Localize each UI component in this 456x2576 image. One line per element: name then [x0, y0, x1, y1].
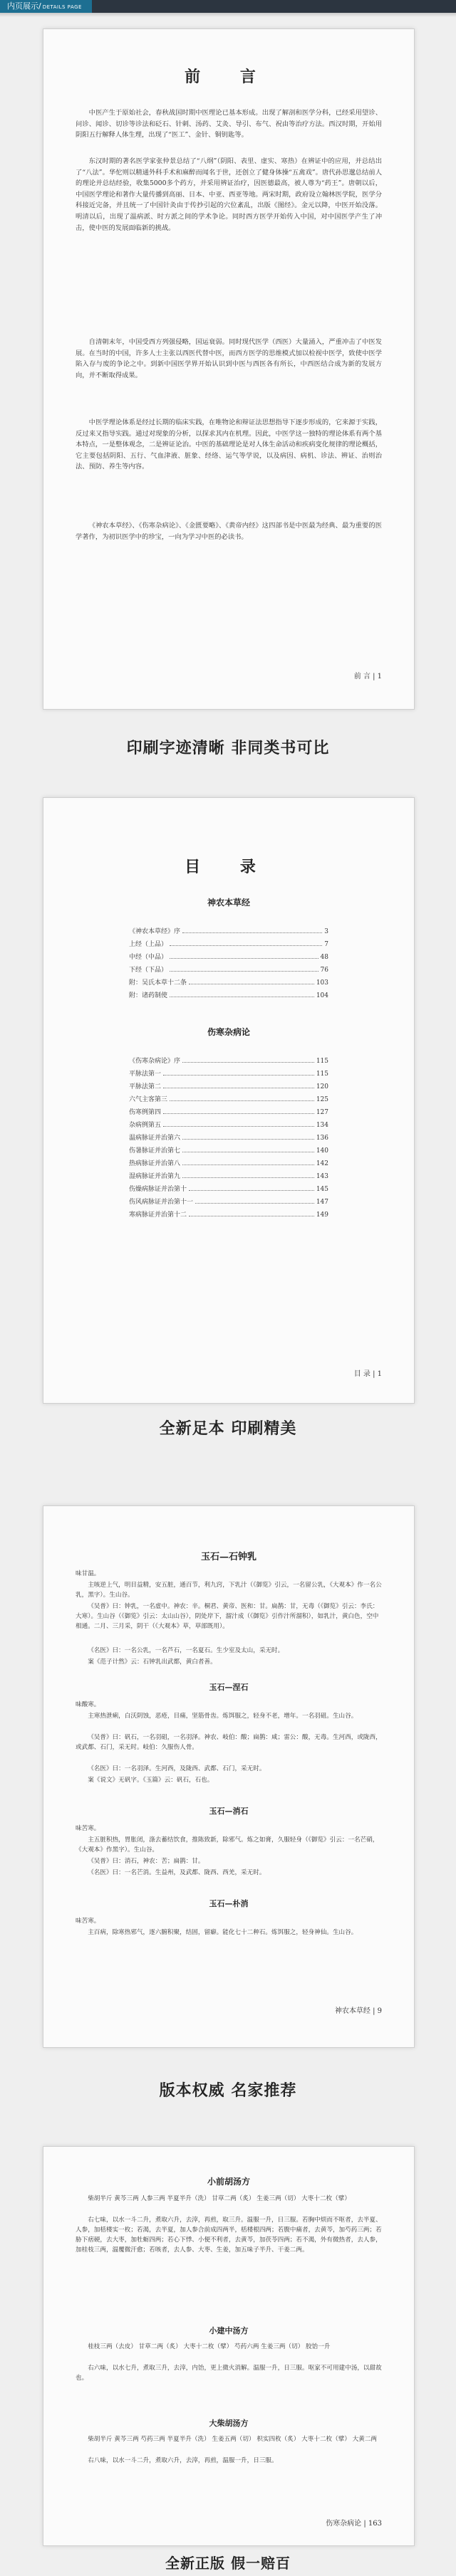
toc-section-heading: 伤寒杂病论: [207, 1027, 250, 1037]
toc-entry-page: 48: [320, 954, 328, 961]
entry-text: 主咳逆上气，明目益精，安五脏，通百节，利九窍，下乳汁（《御览》引云，一名留公乳，《大观本》作一名公乳，黑字）。生山谷。: [76, 1582, 382, 1599]
toc-leader: [163, 1068, 314, 1076]
bencao-folio: 神农本草经 | 9: [334, 2007, 382, 2015]
entry-text: 《吴普》曰：钟乳，一名虚中。神农：辛。桐君、黄帝、医和：甘。扁鹊：甘，无毒（《御览》引云：李氏：大寒）。生山谷（《御览》引云：太山山谷），阴处岸下，溜汁成（《御览》引作汁所溜积），如乳汁，黄白色，空中相通。二月、三月采，阴干（《大观本》草，草部既用）。: [76, 1603, 379, 1630]
entry-text: 桂枝三两（去皮） 甘草二两（炙） 大枣十二枚（擘） 芍药六两 生姜三两（切） 胶饴一升: [88, 2343, 331, 2350]
toc-entry-title: 上经（上品）: [129, 941, 168, 948]
toc-entry-page: 149: [316, 1211, 328, 1219]
toc-entry-title: 热病脉证并治第八: [129, 1160, 181, 1167]
entry-text: 右七味，以水一斗二升，煮取六升，去滓，再煎，取三升。温服一升，日三服。若胸中烦而不呕者，去半夏、人参，加栝楼实一枚；若渴，去半夏，加人参合前成四两半，栝楼根四两；若腹中痛者，去黄芩，加芍药三两；若胁下痞硬，去大枣，加牡蛎四两；若心下悸、小便不利者，去黄芩，加茯苓四两；若不渴，外有微热者，去人参，加桂枝三两，温覆微汗愈；若咳者，去人参、大枣、生姜，加五味子半升、干姜二两。: [76, 2217, 382, 2254]
toc-leader: [182, 926, 322, 933]
entry-text: 《名医》曰：一名羽泽。生河西，及陇西、武都、石门，采无时。: [88, 1765, 266, 1772]
entry-title: 小前胡汤方: [207, 2177, 250, 2187]
toc-entry-title: 平脉法第一: [129, 1071, 162, 1078]
toc-entry-page: 140: [316, 1147, 328, 1155]
header-label-sep: /: [38, 1, 41, 11]
toc-entry-title: 伤寒例第四: [129, 1109, 162, 1116]
toc-leader: [182, 1145, 314, 1152]
preface-paragraph: 中医产生于原始社会，春秋战国时期中医理论已基本形成。出现了解剖和医学分科，已经采用望诊、问诊、闻诊、切诊等诊法和砭石、针刺、汤药、艾灸、导引、布气、祝由等治疗方法。西汉时期，开始用阴阳五行解释人体生理，出现了“医工”、金针、铜钥匙等。: [76, 109, 382, 140]
toc-entry-title: 伤燥病脉证并治第十: [129, 1186, 187, 1193]
entry-text: 《名医》曰：一名公乳，一名芦石，一名夏石。生少室及太山，采无时。: [88, 1647, 284, 1654]
bencao-page-scan: [43, 1505, 415, 2048]
preface-paragraph: 《神农本草经》、《伤寒杂病论》、《金匮要略》、《黄帝内经》这四部书是中医最为经典、最为重要的医学著作，为初识医学中的珍宝，一向为学习中医的必读书。: [76, 522, 382, 541]
entry-text: 《吴普》曰：矾石，一名羽砠，一名羽泽。神农、岐伯：酸；扁鹊：咸；雷公：酸，无毒。生河西，或陇西，或武都、石门，采无时。岐伯：久服伤人骨。: [76, 1734, 382, 1751]
toc-entry-page: 3: [324, 928, 328, 935]
entry-text: 味苦寒。: [76, 1825, 100, 1832]
entry-subtitle: 小建中汤方: [209, 2326, 249, 2335]
toc-entry[interactable]: [129, 1068, 328, 1078]
toc-entry-title: 《神农本草经》序: [129, 928, 181, 935]
entry-text: 《名医》曰：一名芒消。生益州，及武都、陇西、西羌，采无时。: [88, 1869, 266, 1876]
entry-text: 主寒热泄痢，白沃阴蚀，恶疮，目痛，坚筋骨齿。炼饵服之，轻身不老，增年。一名羽砠。生山谷。: [88, 1713, 358, 1720]
toc-entry[interactable]: [129, 964, 328, 974]
preface-page-scan: [43, 28, 415, 710]
toc-entry[interactable]: [129, 926, 328, 936]
toc-entry[interactable]: [129, 1209, 328, 1219]
toc-entry-page: 76: [320, 967, 328, 974]
toc-entry[interactable]: [129, 1145, 328, 1155]
toc-entry-page: 142: [316, 1160, 328, 1167]
toc-section-heading: 神农本草经: [207, 898, 250, 908]
toc-entry[interactable]: [129, 1171, 328, 1181]
toc-leader: [163, 1081, 314, 1088]
toc-entry-title: 《伤寒杂病论》序: [129, 1058, 181, 1065]
entry-subtitle: 大柴胡汤方: [209, 2419, 249, 2428]
toc-entry[interactable]: [129, 1184, 328, 1194]
toc-entry[interactable]: [129, 1107, 328, 1117]
toc-entry-title: 杂病例第五: [129, 1122, 162, 1129]
toc-leader: [182, 1056, 314, 1063]
toc-entry-title: 伤风病脉证并治第十一: [129, 1199, 194, 1206]
toc-leader: [170, 939, 322, 946]
toc-entry-title: 附：诸药制使: [129, 992, 168, 999]
toc-entry-page: 7: [324, 941, 328, 948]
toc-entry[interactable]: [129, 1056, 328, 1066]
toc-entry-page: 127: [316, 1109, 328, 1116]
caption-authoritative-edition: 版本权威 名家推荐: [159, 2082, 297, 2100]
toc-entry-page: 136: [316, 1135, 328, 1142]
toc-entry-page: 104: [316, 992, 328, 999]
toc-leader: [189, 1184, 314, 1191]
header-label-cn: 内页展示: [7, 1, 38, 11]
toc-entry-page: 120: [316, 1083, 328, 1090]
toc-leader: [182, 1158, 314, 1165]
toc-entry-page: 115: [316, 1058, 328, 1065]
header-label: [0, 0, 92, 13]
toc-entry-page: 147: [316, 1199, 328, 1206]
entry-text: 《吴普》曰：消石，神农：苦；扁鹊：甘。: [88, 1858, 204, 1865]
toc-leader: [189, 977, 314, 984]
toc-page-scan: [43, 797, 415, 1404]
toc-entry-title: 下经（下品）: [129, 967, 168, 974]
toc-leader: [182, 1171, 314, 1178]
toc-leader: [163, 1120, 314, 1127]
entry-subtitle: 玉石—消石: [209, 1807, 249, 1816]
entry-text: 案《说文》无矾字。《玉篇》云：矾石，石也。: [88, 1777, 214, 1784]
header-label-en: DETAILS PAGE: [42, 4, 82, 10]
toc-entry[interactable]: [129, 1081, 328, 1091]
entry-text: 味甘温。: [76, 1570, 100, 1577]
shanghan-folio: 伤寒杂病论 | 163: [326, 2520, 382, 2528]
caption-genuine-guarantee: 全新正版 假一赔百: [165, 2555, 291, 2572]
toc-leader: [189, 1209, 314, 1216]
toc-entry[interactable]: [129, 1197, 328, 1206]
toc-entry[interactable]: [129, 939, 328, 949]
shanghan-page-scan: [43, 2146, 415, 2546]
entry-text: 案《范子计然》云：石钟乳出武都，黄白者善。: [88, 1658, 217, 1666]
toc-entry-title: 平脉法第二: [129, 1083, 162, 1090]
toc-entry[interactable]: [129, 1094, 328, 1104]
preface-paragraph: 中医学理论体系是经过长期的临床实践，在唯物论和辩证法思想指导下逐步形成的，它来源于实践，反过来又指导实践。通过对现象的分析，以探求其内在机理。因此，中医学这一独特的理论体系有两个基本特点，一是整体观念，二是辨证论治。中医的基础理论是对人体生命活动和疾病变化规律的理论概括，它主要包括阴阳、五行、气血津液、脏象、经络、运气等学说，以及病因、病机、诊法、辨证、治则治法、预防、养生等内容。: [76, 419, 382, 471]
toc-entry[interactable]: [129, 952, 328, 962]
entry-subtitle: 玉石—朴消: [209, 1899, 249, 1908]
entry-subtitle: 玉石—涅石: [209, 1683, 249, 1692]
toc-entry[interactable]: [129, 990, 328, 1000]
toc-entry-page: 115: [316, 1071, 328, 1078]
preface-paragraph: 自清朝末年，中国受西方列强侵略，国运衰弱。同时现代医学（西医）大量涌入，严重冲击了中医发展。在当时的中国，许多人士主张以西医代替中医，而西方医学的思维模式加以检视中医学，致使中医学陷入存与废的争论之中。到新中国医学界开始认识到中医与西医各有所长，中西医结合成为新的发展方向，并不断取得成果。: [76, 338, 382, 379]
toc-leader: [170, 964, 318, 972]
toc-entry-page: 145: [316, 1186, 328, 1193]
toc-folio: 目 录 | 1: [353, 1370, 382, 1378]
toc-entry[interactable]: [129, 1158, 328, 1168]
preface-folio: 前 言 | 1: [353, 673, 382, 680]
toc-entry-title: 伤暑脉证并治第七: [129, 1147, 181, 1155]
toc-entry-page: 134: [316, 1122, 328, 1129]
toc-leader: [163, 1107, 314, 1114]
toc-entry-page: 103: [316, 979, 328, 987]
toc-leader: [182, 1132, 314, 1140]
toc-entry-title: 寒病脉证并治第十二: [129, 1211, 187, 1219]
toc-entry-title: 湿病脉证并治第九: [129, 1173, 181, 1180]
preface-title: 前 言: [185, 68, 273, 86]
caption-print-quality: 印刷字迹清晰 非同类书可比: [126, 740, 330, 757]
entry-text: 右八味，以水一斗二升，煮取六升，去滓，再煎，温服一升，日三服。: [88, 2457, 278, 2464]
entry-text: 主五脏积热，胃胀闭，涤去蓄结饮食，推陈致新，除邪气。炼之如膏，久服轻身（《御览》引云：一名芒硝，《大观本》作黑字）。生山谷。: [76, 1836, 379, 1854]
toc-entry-title: 附：吴氏本草十二条: [129, 979, 187, 987]
toc-entry[interactable]: [129, 1120, 328, 1130]
entry-title: 玉石—石钟乳: [200, 1552, 256, 1562]
toc-entry[interactable]: [129, 977, 328, 987]
toc-leader: [170, 990, 314, 997]
toc-entry-page: 125: [316, 1096, 328, 1103]
caption-complete-edition: 全新足本 印刷精美: [159, 1420, 297, 1438]
entry-text: 主百病，除寒热邪气，逐六腑积聚，结固，留癖。能化七十二种石。炼饵服之，轻身神仙。生山谷。: [88, 1929, 358, 1936]
toc-entry-title: 六气主客第三: [129, 1096, 168, 1103]
toc-title: 目 录: [185, 858, 273, 876]
toc-entry-page: 143: [316, 1173, 328, 1180]
toc-leader: [195, 1197, 314, 1204]
toc-entry-title: 温病脉证并治第六: [129, 1135, 181, 1142]
toc-entry-title: 中经（中品）: [129, 954, 168, 961]
toc-entry[interactable]: [129, 1132, 328, 1142]
entry-text: 柴胡半斤 黄芩三两 人参三两 半夏半升（洗） 甘草二两（炙） 生姜三两（切） 大枣十二枚（擘）: [88, 2195, 351, 2202]
entry-text: 味苦寒。: [76, 1918, 100, 1925]
entry-text: 右六味，以水七升，煮取三升，去滓，内饴，更上微火消解。温服一升，日三服。呕家不可用建中汤，以甜故也。: [76, 2365, 382, 2382]
toc-leader: [170, 1094, 314, 1101]
toc-leader: [170, 952, 318, 959]
entry-text: 柴胡半斤 黄芩三两 芍药三两 半夏半升（洗） 生姜五两（切） 枳实四枚（炙） 大枣十二枚（擘） 大黄二两: [88, 2436, 378, 2443]
entry-text: 味酸寒。: [76, 1701, 100, 1708]
header-shadow: [0, 13, 456, 17]
preface-paragraph: 东汉时期的著名医学家张仲景总结了“八纲”（阴阳、表里、虚实、寒热）在辨证中的应用，并总结出了“八法”。华佗则以精通外科手术和麻醉而闻名于世，还创立了健身体操“五禽戏”。唐代孙思邈总结前人的理论并总结经验，收集5000多个药方，并采用辨证治疗，因医德最高，被人尊为“药王”。唐朝以后，中国医学理论和著作大量传播到高丽、日本、中亚、西亚等地。两宋时期，政府设立翰林医学院，医学分科接近完备，并且统一了中国针灸由于传抄引起的穴位紊乱，出版《图经》。金元以降，中医开始没落。明清以后，出现了温病派、时方派之间的学术争论。同时西方医学开始传入中国，对中国医学产生了冲击，使中医的发展面临新的挑战。: [76, 157, 382, 232]
